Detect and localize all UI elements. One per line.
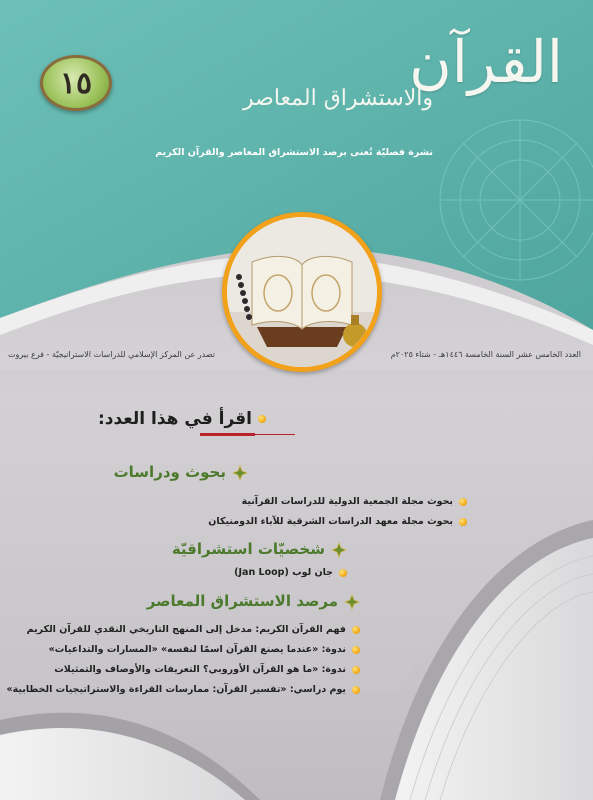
bullet-icon [459, 498, 467, 506]
bullet-icon [352, 686, 360, 694]
ornament-icon [331, 542, 347, 558]
bullet-icon [352, 666, 360, 674]
list-item-text: بحوث مجلة معهد الدراسات الشرقية للآباء الدومنيكان [208, 516, 453, 527]
section-observatory [147, 592, 360, 610]
section-title-text: مرصد الاستشراق المعاصر [146, 592, 338, 610]
bullet-icon [258, 415, 266, 423]
ornament-icon [232, 465, 248, 481]
heading-underline-thin [255, 434, 295, 435]
heading-underline [200, 433, 255, 436]
list-item-text: ندوة: «عندما يصنع القرآن اسمًا لنفسه» «المسارات والتداعيات» [48, 644, 346, 655]
section-title [172, 540, 347, 558]
quran-book-image [222, 212, 382, 372]
list-item [7, 680, 361, 700]
contents-heading-text: اقرأ في هذا العدد: [97, 409, 252, 429]
list-item [27, 620, 360, 640]
list-item [208, 512, 467, 532]
publisher-info: تصدر عن المركز الإسلامي للدراسات الاستراتيجيّة - فرع بيروت [8, 350, 216, 359]
list-item [234, 563, 347, 583]
list-item-text: جان لوب (Jan Loop) [234, 567, 333, 578]
section-orientalists [172, 540, 347, 558]
bullet-icon [459, 518, 467, 526]
issue-number-badge [40, 55, 112, 111]
section-research [114, 463, 248, 481]
contents-heading [98, 409, 266, 429]
ornament-icon [344, 594, 360, 610]
list-item-text: بحوث مجلة الجمعية الدولية للدراسات القرآنية [241, 496, 453, 507]
cover-title: القرآن [409, 28, 563, 96]
list-item [54, 660, 360, 680]
section-title-text: شخصيّات استشراقيّة [171, 540, 325, 558]
list-item-text: ندوة: «ما هو القرآن الأوروبي؟ التعريفات والأوصاف والتمثيلات [54, 664, 346, 675]
list-item-text: فهم القرآن الكريم: مدخل إلى المنهج التاريخي النقدي للقرآن الكريم [26, 624, 346, 635]
issue-info: العدد الخامس عشر السنة الخامسة ١٤٤٦هـ - شتاء ٢٠٢٥م [390, 350, 581, 359]
cover-tagline: نشرة فصليّة تُعنى برصد الاستشراق المعاصر والقرآن الكريم [155, 147, 433, 158]
section-title [114, 463, 248, 481]
list-item [49, 640, 360, 660]
list-item-text: يوم دراسي: «تفسير القرآن: ممارسات القراءة والاستراتيجيات الخطابية» [6, 684, 346, 695]
section-title-text: بحوث ودراسات [113, 463, 226, 481]
bullet-icon [352, 626, 360, 634]
issue-number: ١٥ [59, 65, 93, 101]
cover-subtitle: والاستشراق المعاصر [243, 86, 433, 111]
list-item [242, 492, 467, 512]
section-title [147, 592, 360, 610]
bullet-icon [352, 646, 360, 654]
bullet-icon [339, 569, 347, 577]
